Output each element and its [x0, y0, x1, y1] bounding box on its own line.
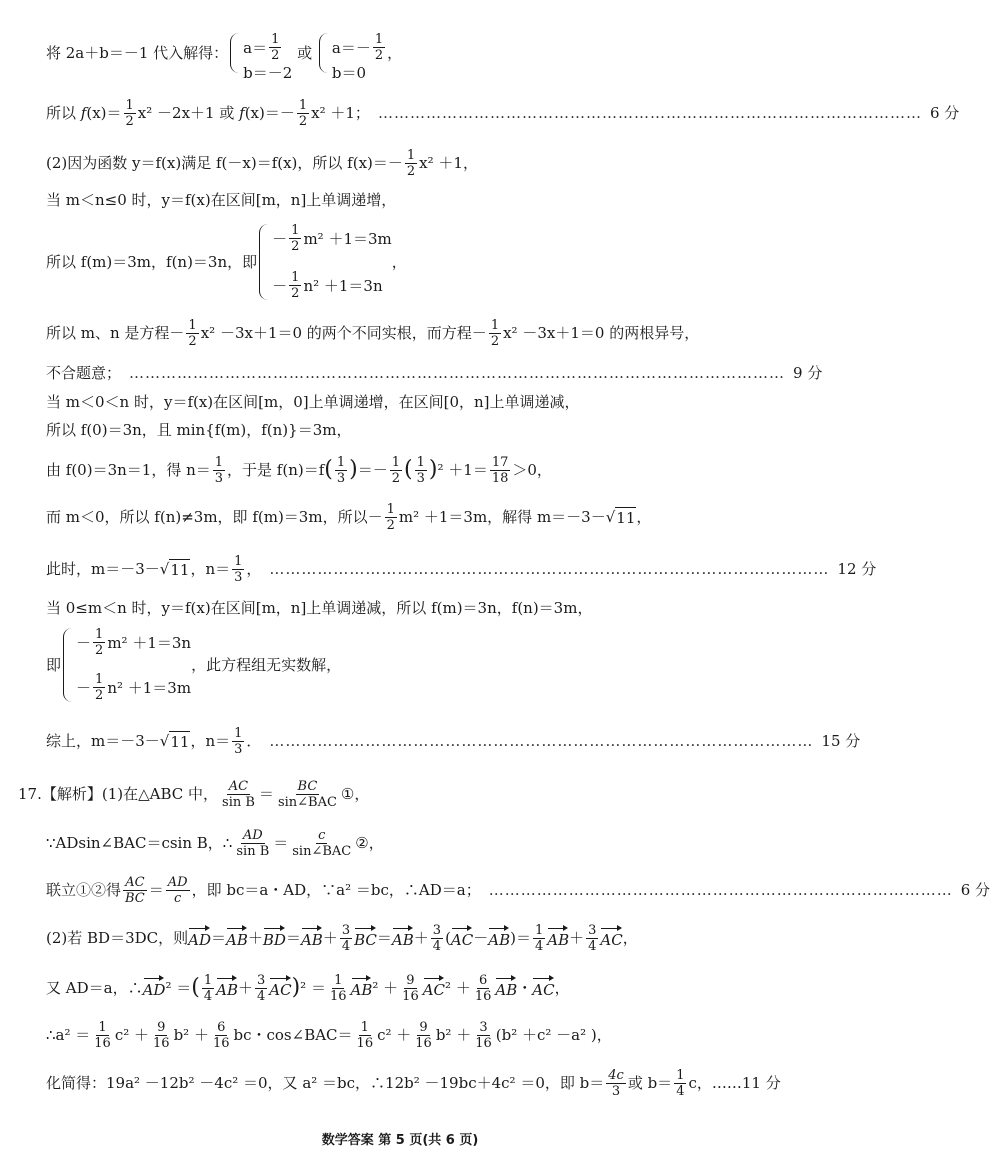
score-badge: 11 分	[741, 1074, 781, 1092]
line-f-result: 所以 f (x)＝ $\frac{1}{2}$ x² －2x＋1 或 f (x)＝－ $\frac{1}{2}$ x² ＋1； ………………………………………………………………………………………… 6 分	[46, 97, 960, 129]
line-case1-system: 所以 f(m)＝3m，f(n)＝3n，即 － $\frac{1}{2}$ m² ＋1＝3m － $\frac{1}{2}$ n² ＋1＝3n ，	[46, 223, 407, 301]
footer-subject: 数学答案	[321, 1133, 374, 1148]
line-case2-result: 此时，m＝－3－ √ 11 ，n＝ $\frac{1}{3}$ ， …………………………………………………………………………………………… 12 分	[46, 553, 877, 585]
line-q17-square: 又 AD＝a，∴ AD ² ＝ ( $\frac{1}{4}$ AB ＋ $\frac{3}{4}$ AC ) ² ＝ $\frac{1}{16}$ AB ² ＋ $\frac{9}{16}$ AC ² ＋ $\frac{6}{16}$ AB ・ AC ，	[46, 972, 570, 1004]
line-case2-m: 而 m＜0，所以 f(n)≠3m，即 f(m)＝3m，所以－ $\frac{1}{2}$ m² ＋1＝3m，解得 m＝－3－ √ 11 ，	[46, 501, 652, 533]
line-part2-intro: (2)因为函数 y＝f(x)满足 f(－x)＝f(x)，所以 f(x)＝－ $\frac{1}{2}$ x² ＋1，	[46, 147, 478, 179]
score-badge: 12 分	[837, 560, 877, 578]
line-case2-n: 由 f(0)＝3n＝1，得 n＝ $\frac{1}{3}$ ，于是 f(n)＝f ( $\frac{1}{3}$ ) ＝－ $\frac{1}{2}$ ( $\frac{1}{3}$ ) ² ＋1＝ $\frac{17}{18}$ ＞0，	[46, 454, 552, 486]
score-badge: 6 分	[929, 104, 960, 122]
line-q17-cosine: ∴a² ＝ $\frac{1}{16}$ c² ＋ $\frac{9}{16}$ b² ＋ $\frac{6}{16}$ bc・cos∠BAC＝ $\frac{1}{16}$ c² ＋ $\frac{9}{16}$ b² ＋ $\frac{3}{16}$ (b² ＋c² －a² )，	[46, 1019, 612, 1051]
score-badge: 6 分	[960, 881, 990, 899]
line-case1: 当 m＜n≤0 时，y＝f(x)在区间[m，n]上单调递增，	[46, 191, 397, 209]
leader-dots: …………………………………………………………………………………………	[377, 104, 922, 122]
leader-dots: ……………………………………………………………………………	[488, 881, 953, 899]
line-conclusion: 综上，m＝－3－ √ 11 ，n＝ $\frac{1}{3}$ ． ………………………………………………………………………………………… 15 分	[46, 725, 861, 757]
line-q17-ad: ∵ADsin∠BAC＝csin B，∴ $\frac{AD}{\text{sin B}}$ ＝ $\frac{c}{\text{sin∠BAC}}$ ②，	[46, 827, 384, 859]
leader-dots: ……………………………………………………………………………………………………………	[129, 364, 786, 382]
line-q17-simplify: 化简得：19a² －12b² －4c² ＝0，又 a² ＝bc，∴12b² －19bc＋4c² ＝0，即 b＝ $\frac{4c}{3}$ 或 b＝ $\frac{1}{4}$ c，…… 11 分	[46, 1067, 781, 1099]
leader-dots: …………………………………………………………………………………………	[269, 732, 814, 750]
line-substitute: 将 2a＋b＝－1 代入解得： a＝ $\frac{1}{2}$ b＝－2 或 a＝－ $\frac{1}{2}$ b＝0 ，	[46, 32, 403, 82]
line-q17-start: 17.【解析】(1)在△ABC 中， $\frac{AC}{\text{sin B}}$ ＝ $\frac{BC}{\text{sin∠BAC}}$ ①，	[18, 778, 370, 810]
score-badge: 15 分	[821, 732, 861, 750]
system-case3: － $\frac{1}{2}$ m² ＋1＝3n － $\frac{1}{2}$ n² ＋1＝3m	[61, 627, 191, 703]
footer-page-number: 第 5 页(共 6 页)	[378, 1133, 479, 1148]
line-q17-vector: (2)若 BD＝3DC，则 AD ＝ AB ＋ BD ＝ AB ＋ $\frac{3}{4}$ BC ＝ AB ＋ $\frac{3}{4}$ ( AC － AB )＝ $\frac{1}{4}$ AB ＋ $\frac{3}{4}$ AC ，	[46, 922, 638, 954]
line-roots: 所以 m、n 是方程－ $\frac{1}{2}$ x² －3x＋1＝0 的两个不同实根，而方程－ $\frac{1}{2}$ x² －3x＋1＝0 的两根异号，	[46, 317, 700, 349]
system-case1: － $\frac{1}{2}$ m² ＋1＝3m － $\frac{1}{2}$ n² ＋1＝3n	[257, 223, 392, 301]
line-case2: 当 m＜0＜n 时，y＝f(x)在区间[m，0]上单调递增，在区间[0，n]上单调递减，	[46, 393, 580, 411]
page-footer	[0, 1129, 800, 1148]
line-q17-part1-result: 联立①②得 $\frac{AC}{BC}$ ＝ $\frac{AD}{c}$ ，即 bc＝a・AD，∵a² ＝bc，∴AD＝a； …………………………………………………………………………… 6 分	[46, 874, 990, 906]
score-badge: 9 分	[793, 364, 823, 382]
leader-dots: ……………………………………………………………………………………………	[269, 560, 830, 578]
line-case3-system: 即 － $\frac{1}{2}$ m² ＋1＝3n － $\frac{1}{2}$ n² ＋1＝3m ，此方程组无实数解，	[46, 627, 342, 703]
line-case2-min: 所以 f(0)＝3n，且 min{f(m)，f(n)}＝3m，	[46, 421, 352, 439]
system-a-b-2: a＝－ $\frac{1}{2}$ b＝0	[317, 32, 387, 74]
line-reject: 不合题意； …………………………………………………………………………………………………………… 9 分	[46, 364, 823, 382]
line-case3: 当 0≤m＜n 时，y＝f(x)在区间[m，n]上单调递减，所以 f(m)＝3n，f(n)＝3m，	[46, 599, 593, 617]
system-a-b-1: a＝ $\frac{1}{2}$ b＝－2	[228, 32, 292, 74]
